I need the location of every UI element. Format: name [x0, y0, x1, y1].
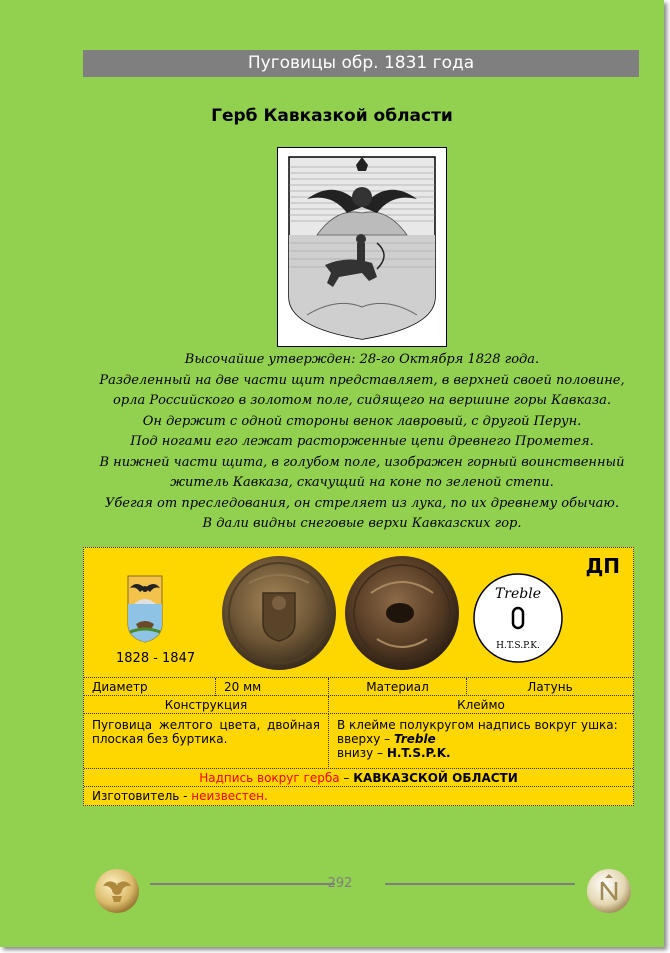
card-images [84, 548, 633, 676]
maker-label: Изготовитель - [92, 789, 192, 803]
description-line: орла Российского в золотом поле, сидящего на вершине горы Кавказа. [113, 393, 611, 408]
mark-bottom-value: H.T.S.P.K. [386, 746, 451, 760]
mark-description [328, 714, 633, 769]
mini-coat-of-arms [126, 574, 164, 644]
description-line: житель Кавказа, скачущий на коне по зеленой степи. [170, 475, 554, 490]
table-row [84, 677, 633, 696]
dp-label: ДП [585, 554, 620, 578]
button-front-photo [219, 553, 339, 673]
table-row [84, 713, 633, 769]
construction-text: Пуговица желтого цвета, двойная плоская без буртика. [92, 718, 320, 746]
material-value: Латунь [466, 678, 633, 696]
inscription-line [84, 769, 633, 787]
mark-label: Клеймо [328, 696, 633, 714]
table-row [84, 786, 633, 806]
description-line: В дали видны снеговые верхи Кавказских гор. [202, 516, 522, 531]
coat-of-arms-title: Герб Кавказкой области [211, 106, 453, 126]
footer-divider-right [385, 883, 575, 885]
diameter-value: 20 мм [215, 678, 328, 696]
years-range: 1828 - 1847 [116, 651, 196, 666]
maker-line [84, 787, 633, 806]
inscription-label: Надпись вокруг герба [199, 771, 340, 785]
description-line: Под ногами его лежат расторженные цепи древнего Прометея. [130, 434, 594, 449]
eagle-coin-icon [94, 868, 140, 914]
mark-top-prefix: вверху – [337, 732, 394, 746]
stamp-top-text: Treble [494, 586, 542, 602]
button-info-card [83, 547, 634, 806]
mark-intro: В клейме полукругом надпись вокруг ушка: [337, 718, 618, 732]
description-line: Разделенный на две части щит представляет, в верхней своей половине, [99, 372, 625, 388]
inscription-sep: – [339, 771, 354, 785]
coat-description [90, 350, 634, 535]
mark-bottom-prefix: внизу – [337, 746, 387, 760]
stamp-bottom-text: H.T.S.P.K. [496, 641, 540, 651]
maker-value: неизвестен. [191, 789, 268, 803]
mark-top-line [337, 732, 625, 746]
maker-mark-drawing [472, 572, 564, 664]
construction-label: Конструкция [164, 698, 248, 712]
section-header [83, 50, 639, 77]
mark-top-value: Treble [393, 732, 436, 746]
table-row [84, 695, 633, 714]
page-number: 292 [327, 876, 353, 891]
description-line: Высочайше утвержден: 28-го Октября 1828 года. [184, 352, 540, 367]
coat-of-arms-image [277, 147, 447, 347]
button-back-photo [343, 553, 461, 673]
section-title: Пуговицы обр. 1831 года [247, 53, 475, 73]
diameter-label: Диаметр [92, 680, 148, 694]
monogram-coin-icon [586, 868, 632, 914]
inscription-value: КАВКАЗСКОЙ ОБЛАСТИ [353, 771, 518, 785]
table-row [84, 768, 633, 787]
material-label: Материал [328, 678, 466, 696]
description-line: Убегая от преследования, он стреляет из лука, по их древнему обычаю. [104, 495, 620, 511]
description-line: Он держит с одной стороны венок лавровый, с другой Перун. [142, 413, 582, 429]
mark-bottom-line [337, 746, 625, 760]
description-line: В нижней части щита, в голубом поле, изображен горный воинственный [99, 454, 625, 470]
